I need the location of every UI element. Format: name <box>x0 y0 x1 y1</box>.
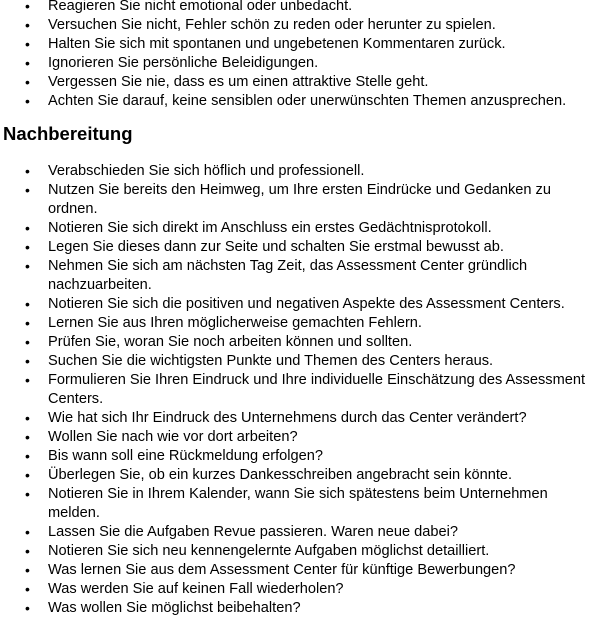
bullet-icon: • <box>25 410 30 426</box>
list-item <box>0 580 595 599</box>
list-item <box>0 561 595 580</box>
bullet-icon: • <box>25 296 30 312</box>
list-item-text: Notieren Sie sich die positiven und negativen Aspekte des Assessment Centers. <box>48 296 565 312</box>
list-item <box>0 92 595 111</box>
bullet-list-top <box>0 0 595 111</box>
bullet-icon: • <box>25 353 30 369</box>
bullet-icon: • <box>25 429 30 445</box>
list-item <box>0 428 595 447</box>
list-item-text: Versuchen Sie nicht, Fehler schön zu reden oder herunter zu spielen. <box>48 17 496 33</box>
list-item-text: Ignorieren Sie persönliche Beleidigungen. <box>48 55 319 71</box>
list-item-text: Notieren Sie in Ihrem Kalender, wann Sie sich spätestens beim Unternehmen melden. <box>48 486 548 521</box>
bullet-icon: • <box>25 258 30 274</box>
list-item <box>0 162 595 181</box>
list-item-text: Achten Sie darauf, keine sensiblen oder unerwünschten Themen anzusprechen. <box>48 93 567 109</box>
list-item-text: Legen Sie dieses dann zur Seite und schalten Sie erstmal bewusst ab. <box>48 239 504 255</box>
bullet-icon: • <box>25 182 30 198</box>
list-item-text: Prüfen Sie, woran Sie noch arbeiten können und sollten. <box>48 334 413 350</box>
bullet-list-nachbereitung <box>0 162 595 618</box>
list-item <box>0 0 595 16</box>
list-item-text: Nutzen Sie bereits den Heimweg, um Ihre ersten Eindrücke und Gedanken zu ordnen. <box>48 182 551 217</box>
bullet-icon: • <box>25 239 30 255</box>
list-item-text: Reagieren Sie nicht emotional oder unbedacht. <box>48 0 353 14</box>
list-item <box>0 73 595 92</box>
list-item-text: Was lernen Sie aus dem Assessment Center für künftige Bewerbungen? <box>48 562 516 578</box>
list-item-text: Lernen Sie aus Ihren möglicherweise gemachten Fehlern. <box>48 315 422 331</box>
list-item <box>0 352 595 371</box>
list-item <box>0 238 595 257</box>
list-item-text: Notieren Sie sich direkt im Anschluss ein erstes Gedächtnisprotokoll. <box>48 220 492 236</box>
list-item <box>0 333 595 352</box>
list-item-text: Formulieren Sie Ihren Eindruck und Ihre individuelle Einschätzung des Assessment Centers. <box>48 372 586 407</box>
bullet-icon: • <box>25 600 30 616</box>
list-item <box>0 16 595 35</box>
list-item <box>0 181 595 219</box>
bullet-icon: • <box>25 486 30 502</box>
bullet-icon: • <box>25 562 30 578</box>
list-item <box>0 485 595 523</box>
bullet-icon: • <box>25 315 30 331</box>
list-item <box>0 599 595 618</box>
list-item-text: Was wollen Sie möglichst beibehalten? <box>48 600 301 616</box>
list-item-text: Suchen Sie die wichtigsten Punkte und Themen des Centers heraus. <box>48 353 494 369</box>
list-item <box>0 447 595 466</box>
list-item-text: Verabschieden Sie sich höflich und professionell. <box>48 163 365 179</box>
list-item-text: Lassen Sie die Aufgaben Revue passieren. Waren neue dabei? <box>48 524 458 540</box>
list-item-text: Halten Sie sich mit spontanen und ungebetenen Kommentaren zurück. <box>48 36 506 52</box>
list-item <box>0 295 595 314</box>
bullet-icon: • <box>25 93 30 109</box>
bullet-icon: • <box>25 74 30 90</box>
bullet-icon: • <box>25 163 30 179</box>
bullet-icon: • <box>25 581 30 597</box>
list-item-text: Nehmen Sie sich am nächsten Tag Zeit, das Assessment Center gründlich nachzuarbeiten. <box>48 258 528 293</box>
bullet-icon: • <box>25 55 30 71</box>
list-item <box>0 409 595 428</box>
bullet-icon: • <box>25 220 30 236</box>
list-item <box>0 542 595 561</box>
list-item-text: Wie hat sich Ihr Eindruck des Unternehmens durch das Center verändert? <box>48 410 527 426</box>
list-item-text: Was werden Sie auf keinen Fall wiederholen? <box>48 581 344 597</box>
bullet-icon: • <box>25 372 30 388</box>
bullet-icon: • <box>25 448 30 464</box>
list-item <box>0 54 595 73</box>
list-item-text: Vergessen Sie nie, dass es um einen attraktive Stelle geht. <box>48 74 429 90</box>
list-item <box>0 219 595 238</box>
bullet-icon: • <box>25 36 30 52</box>
bullet-icon: • <box>25 334 30 350</box>
bullet-icon: • <box>25 543 30 559</box>
bullet-icon: • <box>25 524 30 540</box>
list-item-text: Notieren Sie sich neu kennengelernte Aufgaben möglichst detailliert. <box>48 543 490 559</box>
list-item-text: Bis wann soll eine Rückmeldung erfolgen? <box>48 448 324 464</box>
list-item <box>0 314 595 333</box>
bullet-icon: • <box>25 0 30 14</box>
list-item <box>0 523 595 542</box>
section-heading: Nachbereitung <box>3 123 133 144</box>
list-item <box>0 257 595 295</box>
list-item-text: Überlegen Sie, ob ein kurzes Dankesschreiben angebracht sein könnte. <box>48 467 513 483</box>
list-item-text: Wollen Sie nach wie vor dort arbeiten? <box>48 429 298 445</box>
list-item <box>0 35 595 54</box>
bullet-icon: • <box>25 17 30 33</box>
list-item <box>0 371 595 409</box>
bullet-icon: • <box>25 467 30 483</box>
list-item <box>0 466 595 485</box>
